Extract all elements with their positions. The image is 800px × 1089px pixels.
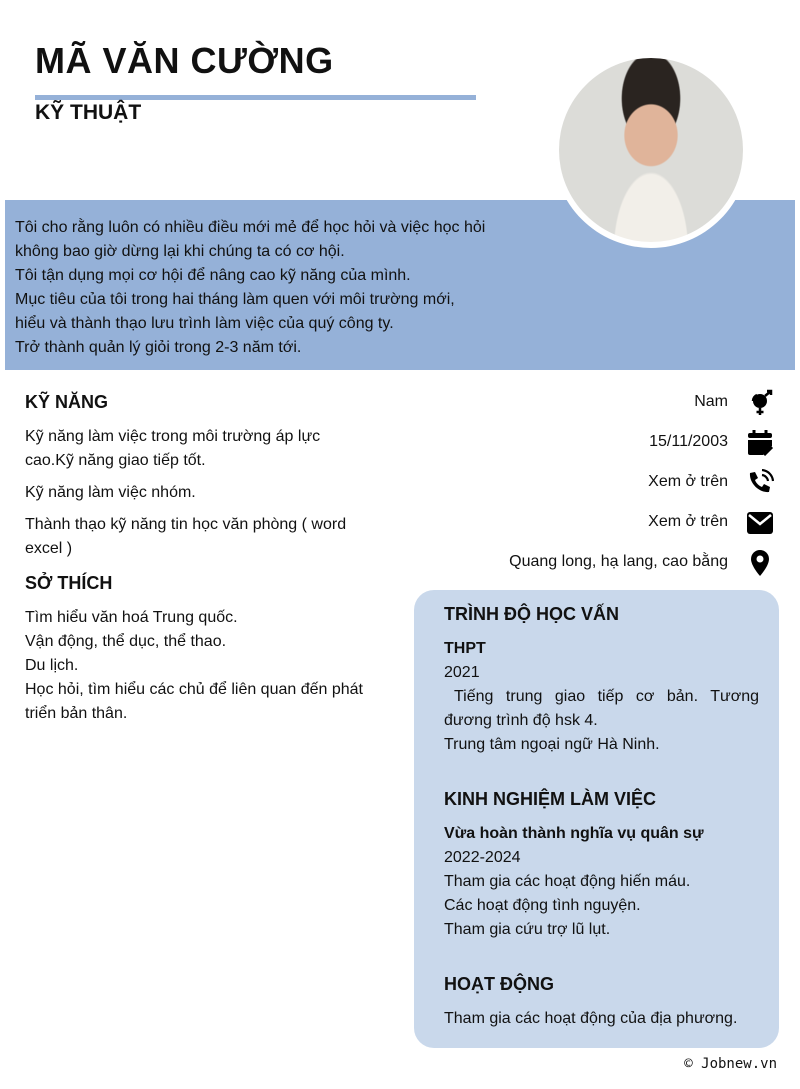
skills-heading: KỸ NĂNG: [25, 392, 109, 412]
experience-detail: Các hoạt động tình nguyện.: [444, 897, 641, 914]
hobby-item: Vận động, thể dục, thể thao.: [25, 633, 227, 650]
title-divider: [35, 95, 476, 100]
candidate-name: MÃ VĂN CƯỜNG: [35, 40, 334, 81]
experience-heading: KINH NGHIỆM LÀM VIỆC: [444, 789, 657, 809]
skill-item: Kỹ năng làm việc nhóm.: [25, 484, 196, 501]
experience-period: 2022-2024: [444, 849, 521, 866]
career-summary: [15, 216, 525, 360]
skill-item: Kỹ năng làm việc trong môi trường áp lực cao.Kỹ năng giao tiếp tốt.: [25, 428, 321, 469]
summary-line: Tôi tận dụng mọi cơ hội để nâng cao kỹ năng của mình.: [15, 267, 411, 284]
phone-value: Xem ở trên: [648, 473, 728, 490]
phone-icon: [746, 469, 774, 497]
education-detail: Trung tâm ngoại ngữ Hà Ninh.: [444, 736, 660, 753]
birthday-value: 15/11/2003: [649, 433, 728, 450]
calendar-icon: [746, 429, 774, 457]
hobby-item: Tìm hiểu văn hoá Trung quốc.: [25, 609, 238, 626]
skill-item: Thành thạo kỹ năng tin học văn phòng ( word excel ): [25, 516, 347, 557]
education-experience-panel: [414, 590, 779, 1048]
summary-line: hiểu và thành thạo lưu trình làm việc của quý công ty.: [15, 315, 394, 332]
hobby-item: Du lịch.: [25, 657, 79, 674]
activity-detail: Tham gia các hoạt động của địa phương.: [444, 1010, 738, 1027]
experience-detail: Tham gia cứu trợ lũ lụt.: [444, 921, 611, 938]
summary-line: Mục tiêu của tôi trong hai tháng làm quen với môi trường mới,: [15, 291, 455, 308]
summary-line: Trở thành quản lý giỏi trong 2-3 năm tới.: [15, 339, 302, 356]
experience-role: Vừa hoàn thành nghĩa vụ quân sự: [444, 825, 704, 842]
address-value: Quang long, hạ lang, cao bằng: [509, 553, 728, 570]
hobby-item: Học hỏi, tìm hiểu các chủ để liên quan đến phát triển bản thân.: [25, 681, 363, 722]
education-heading: TRÌNH ĐỘ HỌC VẤN: [444, 604, 619, 624]
summary-line: không bao giờ dừng lại khi chúng ta có cơ hội.: [15, 243, 345, 260]
job-position: KỸ THUẬT: [35, 101, 142, 124]
hobbies-heading: SỞ THÍCH: [25, 573, 113, 593]
gender-value: Nam: [694, 393, 728, 410]
activities-heading: HOẠT ĐỘNG: [444, 974, 554, 994]
experience-detail: Tham gia các hoạt động hiến máu.: [444, 873, 691, 890]
email-value: Xem ở trên: [648, 513, 728, 530]
education-year: 2021: [444, 664, 480, 681]
footer-credit: © Jobnew.vn: [684, 1056, 777, 1072]
education-school: THPT: [444, 640, 486, 657]
location-pin-icon: [746, 549, 774, 577]
left-column: [25, 392, 365, 726]
summary-line: Tôi cho rằng luôn có nhiều điều mới mẻ để học hỏi và việc học hỏi: [15, 219, 486, 236]
envelope-icon: [746, 509, 774, 537]
profile-photo: [553, 52, 749, 248]
gender-icon: [746, 388, 774, 416]
education-detail: Tiếng trung giao tiếp cơ bản. Tương đương trình độ hsk 4.: [444, 688, 759, 729]
